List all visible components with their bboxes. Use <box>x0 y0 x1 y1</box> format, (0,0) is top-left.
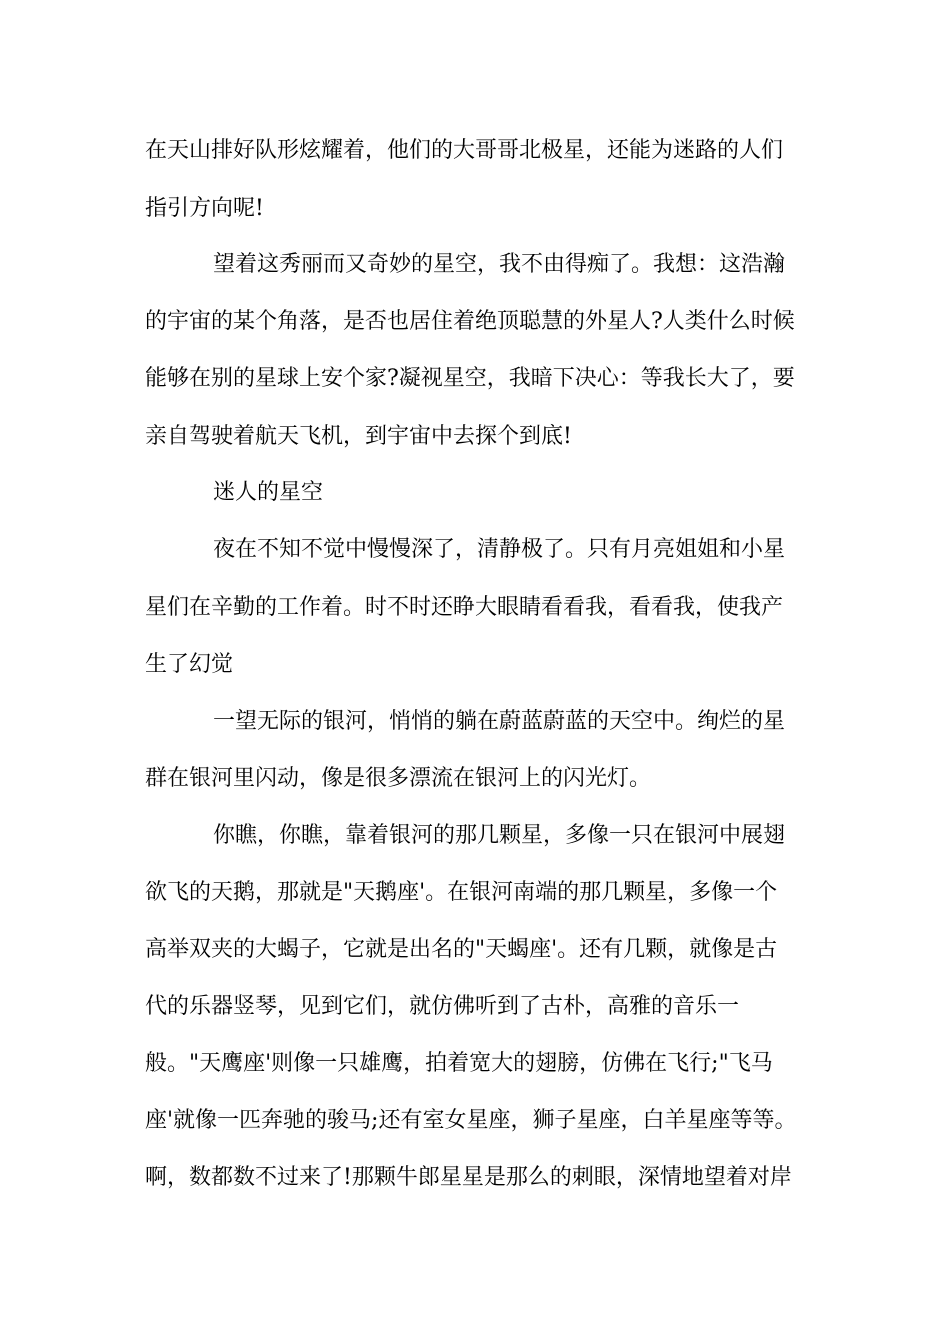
text-line: 生了幻觉 <box>145 652 234 677</box>
text-line: 高举双夹的大蝎子，它就是出名的"天蝎座'。还有几颗，就像是古 <box>145 937 778 962</box>
text-line: 群在银河里闪动，像是很多漂流在银河上的闪光灯。 <box>145 766 652 791</box>
paragraph-first-line: 你瞧，你瞧，靠着银河的那几颗星，多像一只在银河中展翅 <box>213 823 786 848</box>
text-line: 座'就像一匹奔驰的骏马;还有室女星座，狮子星座，白羊星座等等。 <box>145 1108 797 1133</box>
text-line: 啊，数都数不过来了!那颗牛郎星星是那么的刺眼，深情地望着对岸 <box>145 1165 792 1190</box>
text-line: 亲自驾驶着航天飞机，到宇宙中去探个到底! <box>145 424 572 449</box>
text-line: 能够在别的星球上安个家?凝视星空，我暗下决心：等我长大了，要 <box>145 366 795 391</box>
text-line: 欲飞的天鹅，那就是"天鹅座'。在银河南端的那几颗星，多像一个 <box>145 880 778 905</box>
text-line: 般。"天鹰座'则像一只雄鹰，拍着宽大的翅膀，仿佛在飞行;"飞马 <box>145 1051 773 1076</box>
text-line: 的宇宙的某个角落，是否也居住着绝顶聪慧的外星人?人类什么时候 <box>145 309 795 334</box>
section-title: 迷人的星空 <box>213 480 324 505</box>
text-line: 在天山排好队形炫耀着，他们的大哥哥北极星，还能为迷路的人们 <box>145 138 784 163</box>
text-line: 指引方向呢! <box>145 196 264 221</box>
paragraph-first-line: 望着这秀丽而又奇妙的星空，我不由得痴了。我想：这浩瀚 <box>213 252 786 277</box>
paragraph-first-line: 一望无际的银河，悄悄的躺在蔚蓝蔚蓝的天空中。绚烂的星 <box>213 709 786 734</box>
paragraph-first-line: 夜在不知不觉中慢慢深了，清静极了。只有月亮姐姐和小星 <box>213 537 786 562</box>
text-line: 星们在辛勤的工作着。时不时还睁大眼睛看看我，看看我，使我产 <box>145 595 784 620</box>
text-line: 代的乐器竖琴，见到它们，就仿佛听到了古朴，高雅的音乐一 <box>145 994 740 1019</box>
